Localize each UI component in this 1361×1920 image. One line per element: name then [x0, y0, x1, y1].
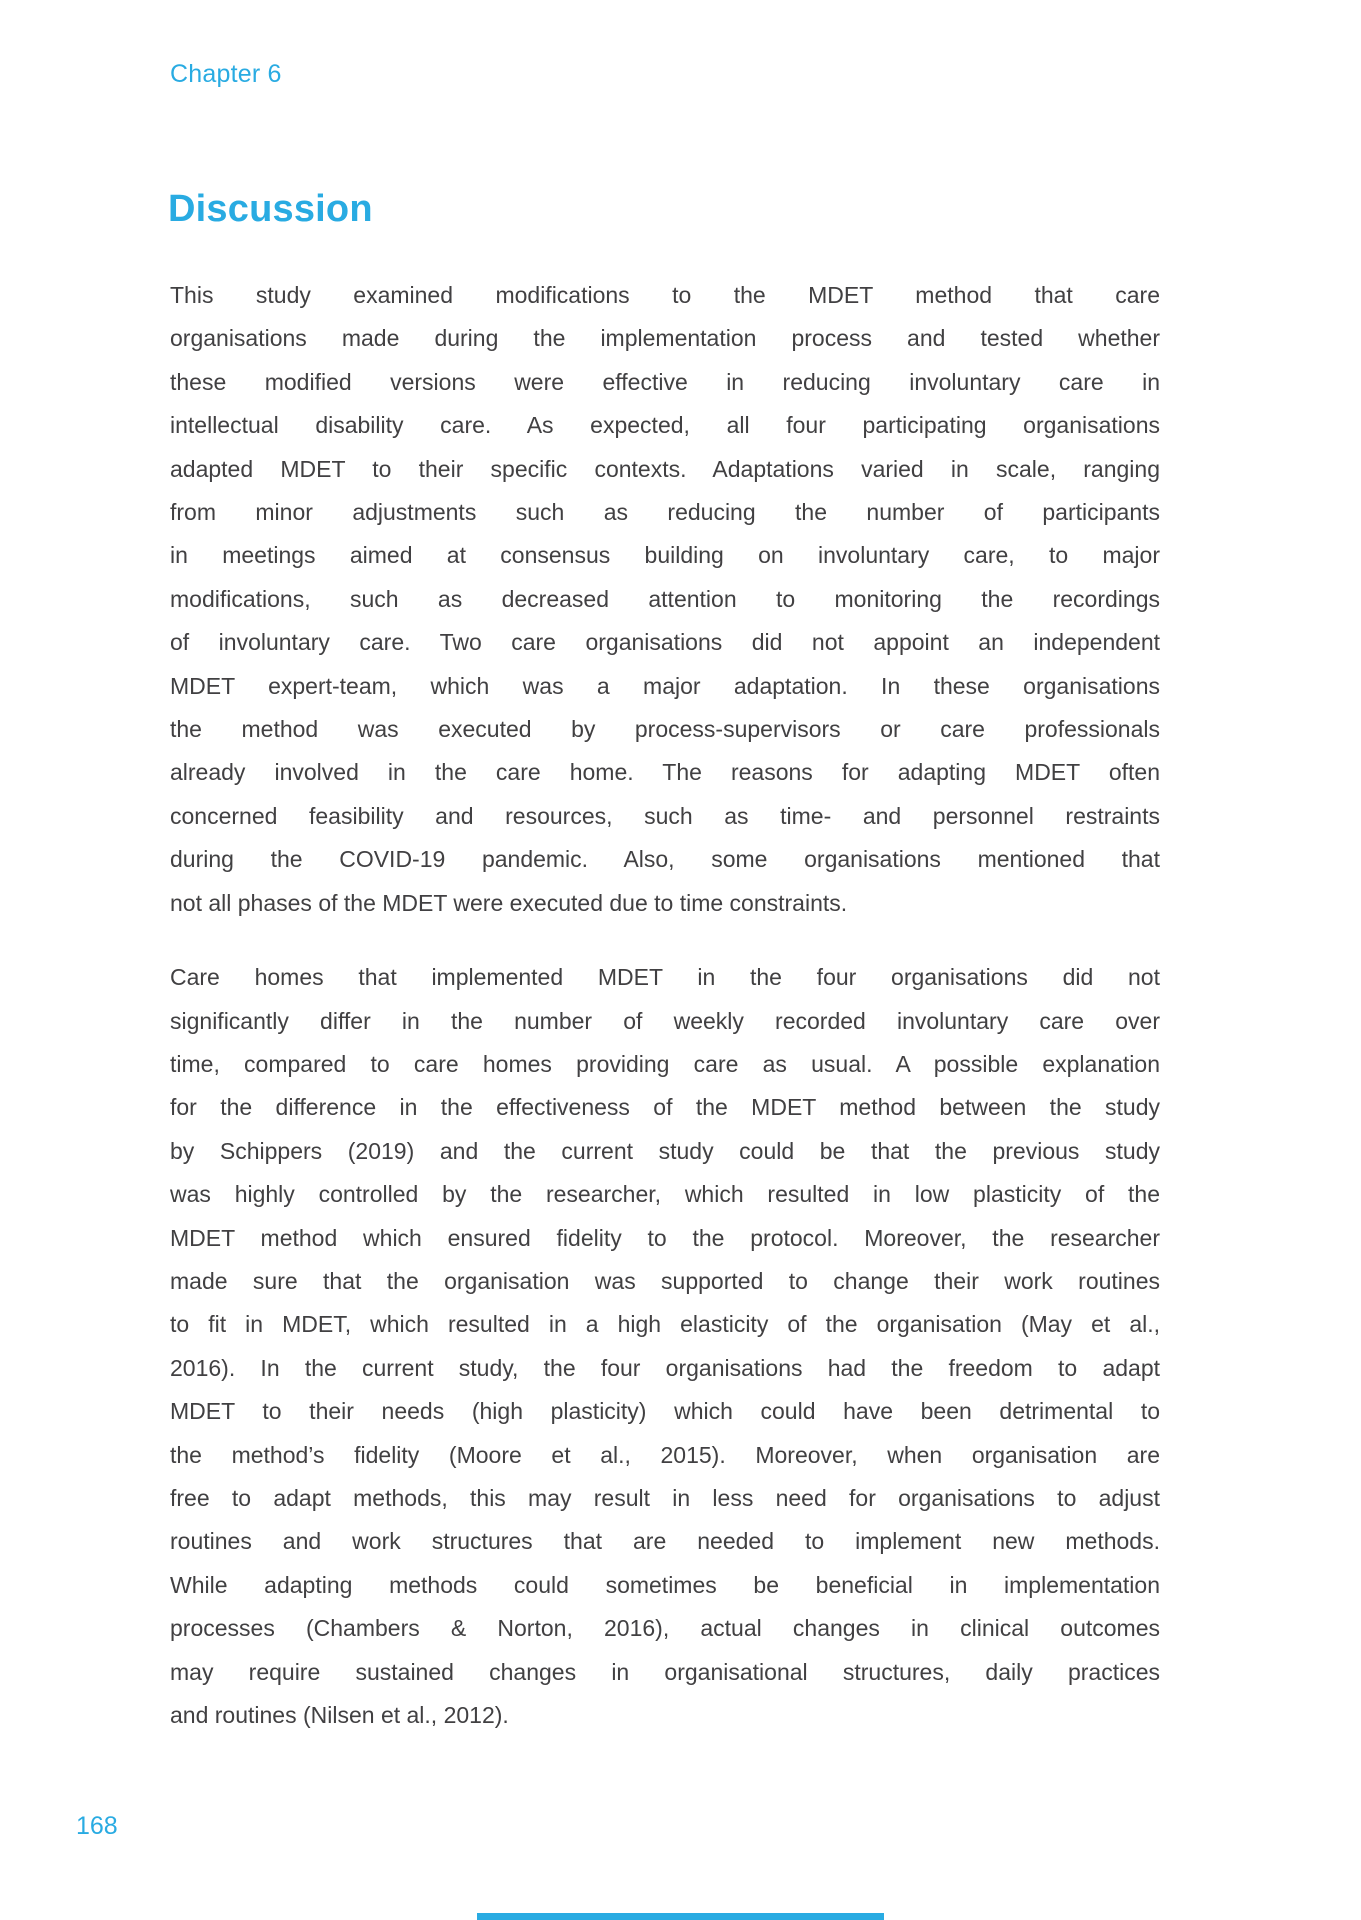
text-line: concerned feasibility and resources, such as time- and personnel restraints: [170, 802, 1160, 829]
text-line: This study examined modifications to the MDET method that care: [170, 282, 1160, 308]
text-line: of involuntary care. Two care organisations did not appoint an independent: [170, 629, 1160, 656]
text-line: modifications, such as decreased attention to monitoring the recordings: [170, 585, 1160, 612]
text-line: While adapting methods could sometimes be beneficial in implementation: [170, 1571, 1160, 1598]
section-title: Discussion: [168, 188, 373, 230]
text-line: time, compared to care homes providing care as usual. A possible explanation: [170, 1050, 1160, 1077]
text-line: Care homes that implemented MDET in the four organisations did not: [170, 964, 1160, 991]
text-line: not all phases of the MDET were executed due to time constraints.: [170, 889, 848, 916]
text-line: was highly controlled by the researcher, which resulted in low plasticity of the: [170, 1181, 1160, 1208]
text-line: by Schippers (2019) and the current study could be that the previous study: [170, 1137, 1160, 1164]
text-line: MDET expert-team, which was a major adaptation. In these organisations: [170, 672, 1160, 699]
footer-accent-bar: [477, 1913, 884, 1920]
text-line: organisations made during the implementation process and tested whether: [170, 325, 1160, 352]
paragraph-1: [170, 274, 1160, 925]
text-line: intellectual disability care. As expected, all four participating organisations: [170, 412, 1160, 439]
body-text-column: [170, 274, 1160, 1737]
text-line: from minor adjustments such as reducing the number of participants: [170, 499, 1160, 526]
text-line: made sure that the organisation was supported to change their work routines: [170, 1267, 1160, 1294]
text-line: processes (Chambers & Norton, 2016), actual changes in clinical outcomes: [170, 1615, 1160, 1642]
text-line: to fit in MDET, which resulted in a high elasticity of the organisation (May et al.,: [170, 1311, 1160, 1338]
text-line: adapted MDET to their specific contexts. Adaptations varied in scale, ranging: [170, 455, 1160, 482]
text-line: these modified versions were effective in reducing involuntary care in: [170, 368, 1160, 395]
text-line: MDET to their needs (high plasticity) which could have been detrimental to: [170, 1398, 1160, 1425]
text-line: 2016). In the current study, the four organisations had the freedom to adapt: [170, 1354, 1160, 1381]
text-line: routines and work structures that are needed to implement new methods.: [170, 1528, 1160, 1555]
text-line: significantly differ in the number of weekly recorded involuntary care over: [170, 1007, 1160, 1034]
page-number: 168: [76, 1812, 118, 1840]
text-line: in meetings aimed at consensus building on involuntary care, to major: [170, 542, 1160, 569]
text-line: during the COVID-19 pandemic. Also, some organisations mentioned that: [170, 846, 1160, 873]
text-line: already involved in the care home. The reasons for adapting MDET often: [170, 759, 1160, 786]
text-line: MDET method which ensured fidelity to the protocol. Moreover, the researcher: [170, 1224, 1160, 1251]
text-line: the method’s fidelity (Moore et al., 2015). Moreover, when organisation are: [170, 1441, 1160, 1468]
chapter-label: Chapter 6: [170, 60, 282, 88]
text-line: for the difference in the effectiveness of the MDET method between the study: [170, 1094, 1160, 1121]
text-line: and routines (Nilsen et al., 2012).: [170, 1702, 509, 1728]
paragraph-2: [170, 956, 1160, 1737]
text-line: the method was executed by process-supervisors or care professionals: [170, 716, 1160, 743]
text-line: free to adapt methods, this may result in less need for organisations to adjust: [170, 1484, 1160, 1511]
text-line: may require sustained changes in organisational structures, daily practices: [170, 1658, 1160, 1685]
